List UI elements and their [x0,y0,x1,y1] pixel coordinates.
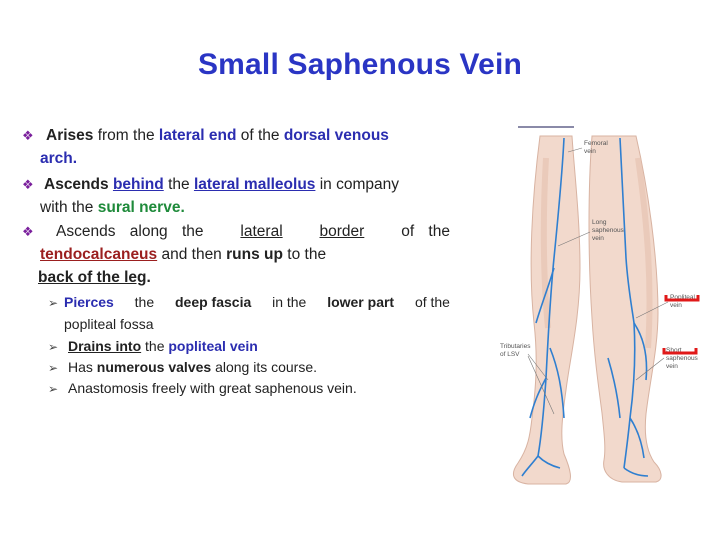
bullet-3-line-3: back of the leg. [38,269,151,286]
label-femoral: Femoral [584,140,608,147]
arrow-bullet-icon: ➢ [48,361,59,375]
bullet-2-line-1: Ascends behind the lateral malleolus in company [44,176,399,193]
label-popliteal: Popliteal [670,294,695,301]
bullet-1-line-1: Arises from the lateral end of the dorsal venous [46,127,389,144]
bullet-3-line-2: tendocalcaneus and then runs up to the [40,246,327,263]
bullet-icon: ❖ [22,177,34,192]
label-long-saphenous: Long [592,219,607,226]
label-short-saphenous: Short [666,347,682,354]
bullet-1-line-2: arch. [40,150,78,167]
leg-vein-illustration [488,118,710,490]
bullet-3-line-1: Ascends along the lateral border of the [56,223,450,240]
bullet-2-line-2: with the sural nerve. [40,199,185,216]
svg-text:saphenous: saphenous [666,355,698,362]
arrow-bullet-icon: ➢ [48,382,59,396]
svg-text:vein: vein [666,363,678,370]
svg-text:of LSV: of LSV [500,351,520,358]
svg-text:vein: vein [670,302,682,309]
subbullet-3: Has numerous valves along its course. [68,359,318,375]
subbullet-1-line-1: Pierces the deep fascia in the lower part of the [64,294,450,310]
subbullet-1-line-2: popliteal fossa [64,316,154,332]
arrow-bullet-icon: ➢ [48,340,59,354]
arrow-bullet-icon: ➢ [48,296,59,310]
bullet-icon: ❖ [22,224,34,239]
subbullet-4: Anastomosis freely with great saphenous vein. [68,380,357,396]
svg-text:saphenous: saphenous [592,227,624,234]
label-tributaries: Tributaries [500,343,531,350]
subbullet-2: Drains into the popliteal vein [68,338,258,354]
svg-text:vein: vein [592,235,604,242]
bullet-icon: ❖ [22,128,34,143]
svg-text:vein: vein [584,148,596,155]
slide-title: Small Saphenous Vein [197,48,523,81]
